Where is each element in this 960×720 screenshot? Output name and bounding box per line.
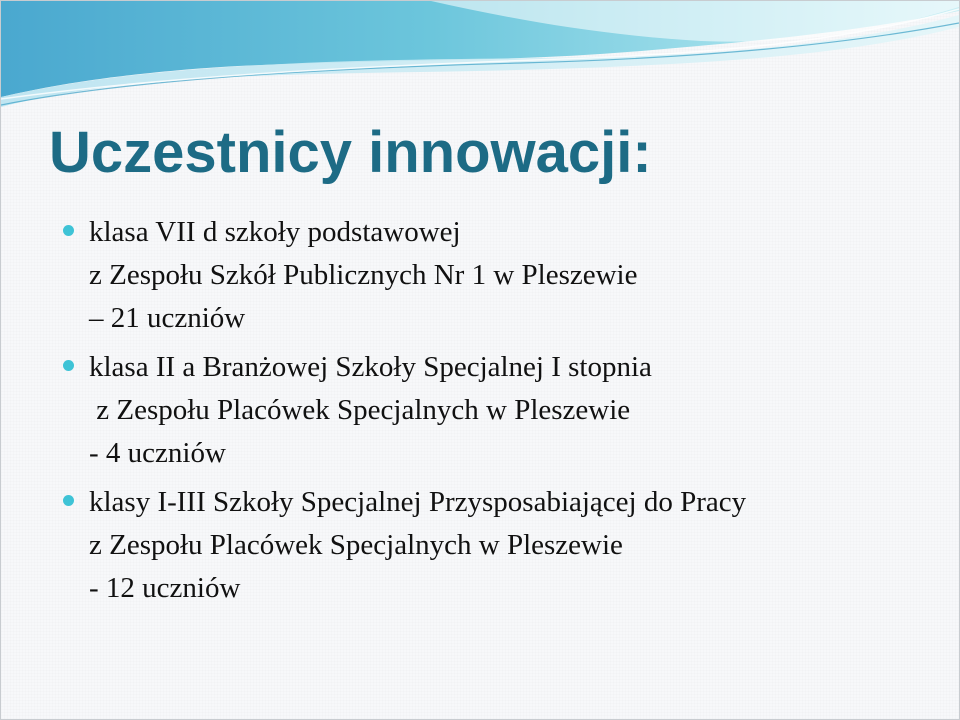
bullet-dot-icon — [63, 495, 74, 506]
wave-header-decoration — [1, 1, 959, 131]
bullet-item — [63, 211, 943, 340]
bullet-line: - 4 uczniów — [89, 437, 226, 469]
bullet-dot-icon — [63, 225, 74, 236]
bullet-item — [63, 346, 943, 475]
bullet-line: klasa II a Branżowej Szkoły Specjalnej I stopnia — [89, 351, 652, 383]
bullet-line: - 12 uczniów — [89, 572, 241, 604]
bullet-dot-icon — [63, 360, 74, 371]
bullet-item — [63, 481, 943, 610]
bullet-line: klasa VII d szkoły podstawowej — [89, 216, 461, 248]
bullet-list — [63, 211, 943, 616]
bullet-line: – 21 uczniów — [89, 302, 246, 334]
bullet-line: z Zespołu Placówek Specjalnych w Pleszewie — [89, 394, 631, 426]
bullet-line: z Zespołu Szkół Publicznych Nr 1 w Pleszewie — [89, 259, 638, 291]
bullet-line: z Zespołu Placówek Specjalnych w Pleszewie — [89, 529, 623, 561]
slide-title: Uczestnicy innowacji: — [49, 120, 652, 185]
bullet-line: klasy I-III Szkoły Specjalnej Przysposabiającej do Pracy — [89, 486, 747, 518]
